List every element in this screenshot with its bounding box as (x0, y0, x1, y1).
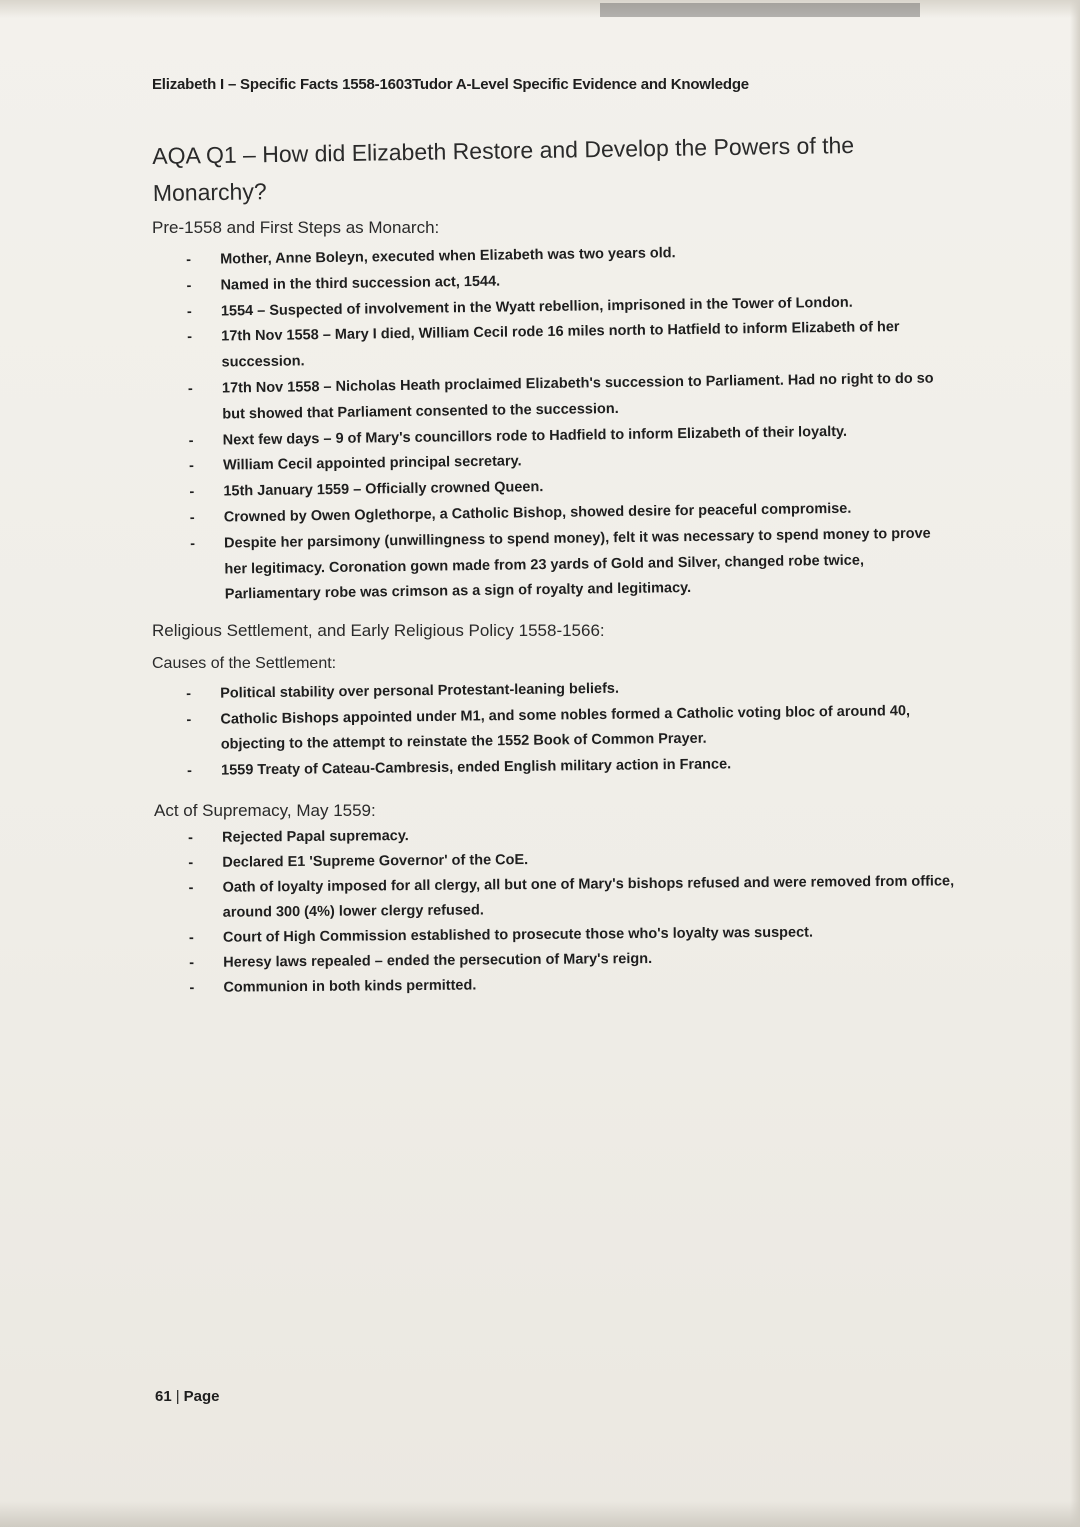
list-item: - Catholic Bishops appointed under M1, and some nobles formed a Catholic voting bloc of around 40, objecting to the attempt to reinstate the 1552 Book of Common Prayer. (186, 698, 927, 758)
list-item: - Named in the third succession act, 1544. (186, 263, 946, 299)
list-item: - Communion in both kinds permitted. (189, 969, 969, 1001)
page-footer (155, 1388, 219, 1405)
section-heading-act-of-supremacy: Act of Supremacy, May 1559: (154, 801, 376, 820)
page-label: Page (183, 1388, 220, 1405)
list-item: - Mother, Anne Boleyn, executed when Elizabeth was two years old. (186, 237, 946, 273)
list-item: - 15th January 1559 – Officially crowned Queen. (189, 470, 949, 506)
list-item: - Declared E1 'Supreme Governor' of the CoE. (188, 844, 968, 876)
list-item: - Despite her parsimony (unwillingness to spend money), felt it was necessary to spend money to prove her legitimacy. Coronation gown made from 23 yards of Gold and Silver, changed robe twice, Parliamentary robe was crimson as a sign of royalty and legitimacy. (190, 521, 951, 609)
list-item: - Crowned by Owen Oglethorpe, a Catholic Bishop, showed desire for peaceful compromise. (190, 495, 950, 531)
first-steps-list (186, 237, 951, 609)
footer-separator: | (175, 1388, 180, 1405)
subheading-causes: Causes of the Settlement: (152, 655, 337, 672)
list-item: - 1554 – Suspected of involvement in the Wyatt rebellion, imprisoned in the Tower of London. (187, 289, 947, 325)
section-heading-first-steps: Pre-1558 and First Steps as Monarch: (152, 218, 440, 237)
list-item: - Oath of loyalty imposed for all clergy, all but one of Mary's bishops refused and were removed from office, around 300 (4%) lower clergy refused. (188, 869, 968, 926)
document-header: Elizabeth I – Specific Facts 1558-1603Tudor A-Level Specific Evidence and Knowledge (152, 76, 749, 93)
list-item: - 17th Nov 1558 – Mary I died, William Cecil rode 16 miles north to Hatfield to inform Elizabeth of her succession. (187, 315, 948, 377)
page-bottom-shadow (0, 1501, 1080, 1527)
list-item: - 17th Nov 1558 – Nicholas Heath proclaimed Elizabeth's succession to Parliament. Had no right to do so but showed that Parliament consented to the succession. (188, 366, 949, 428)
section-heading-religious-settlement: Religious Settlement, and Early Religious Policy 1558-1566: (152, 621, 605, 640)
list-item: - Court of High Commission established to prosecute those who's loyalty was suspect. (189, 919, 969, 951)
list-item: - William Cecil appointed principal secretary. (189, 444, 949, 480)
show-through-texture (600, 3, 920, 17)
list-item: - Rejected Papal supremacy. (188, 819, 968, 851)
list-item: - Political stability over personal Protestant-leaning beliefs. (186, 673, 926, 708)
causes-list (186, 673, 927, 784)
list-item: - Heresy laws repealed – ended the persecution of Mary's reign. (189, 944, 969, 976)
page-right-shadow (1070, 0, 1080, 1527)
page-title: AQA Q1 – How did Elizabeth Restore and Develop the Powers of the Monarchy? (152, 131, 855, 206)
list-item: - 1559 Treaty of Cateau-Cambresis, ended English military action in France. (187, 749, 927, 784)
page-number: 61 (155, 1388, 172, 1405)
supremacy-list (188, 819, 969, 1001)
list-item: - Next few days – 9 of Mary's councillors rode to Hadfield to inform Elizabeth of their loyalty. (189, 418, 949, 454)
